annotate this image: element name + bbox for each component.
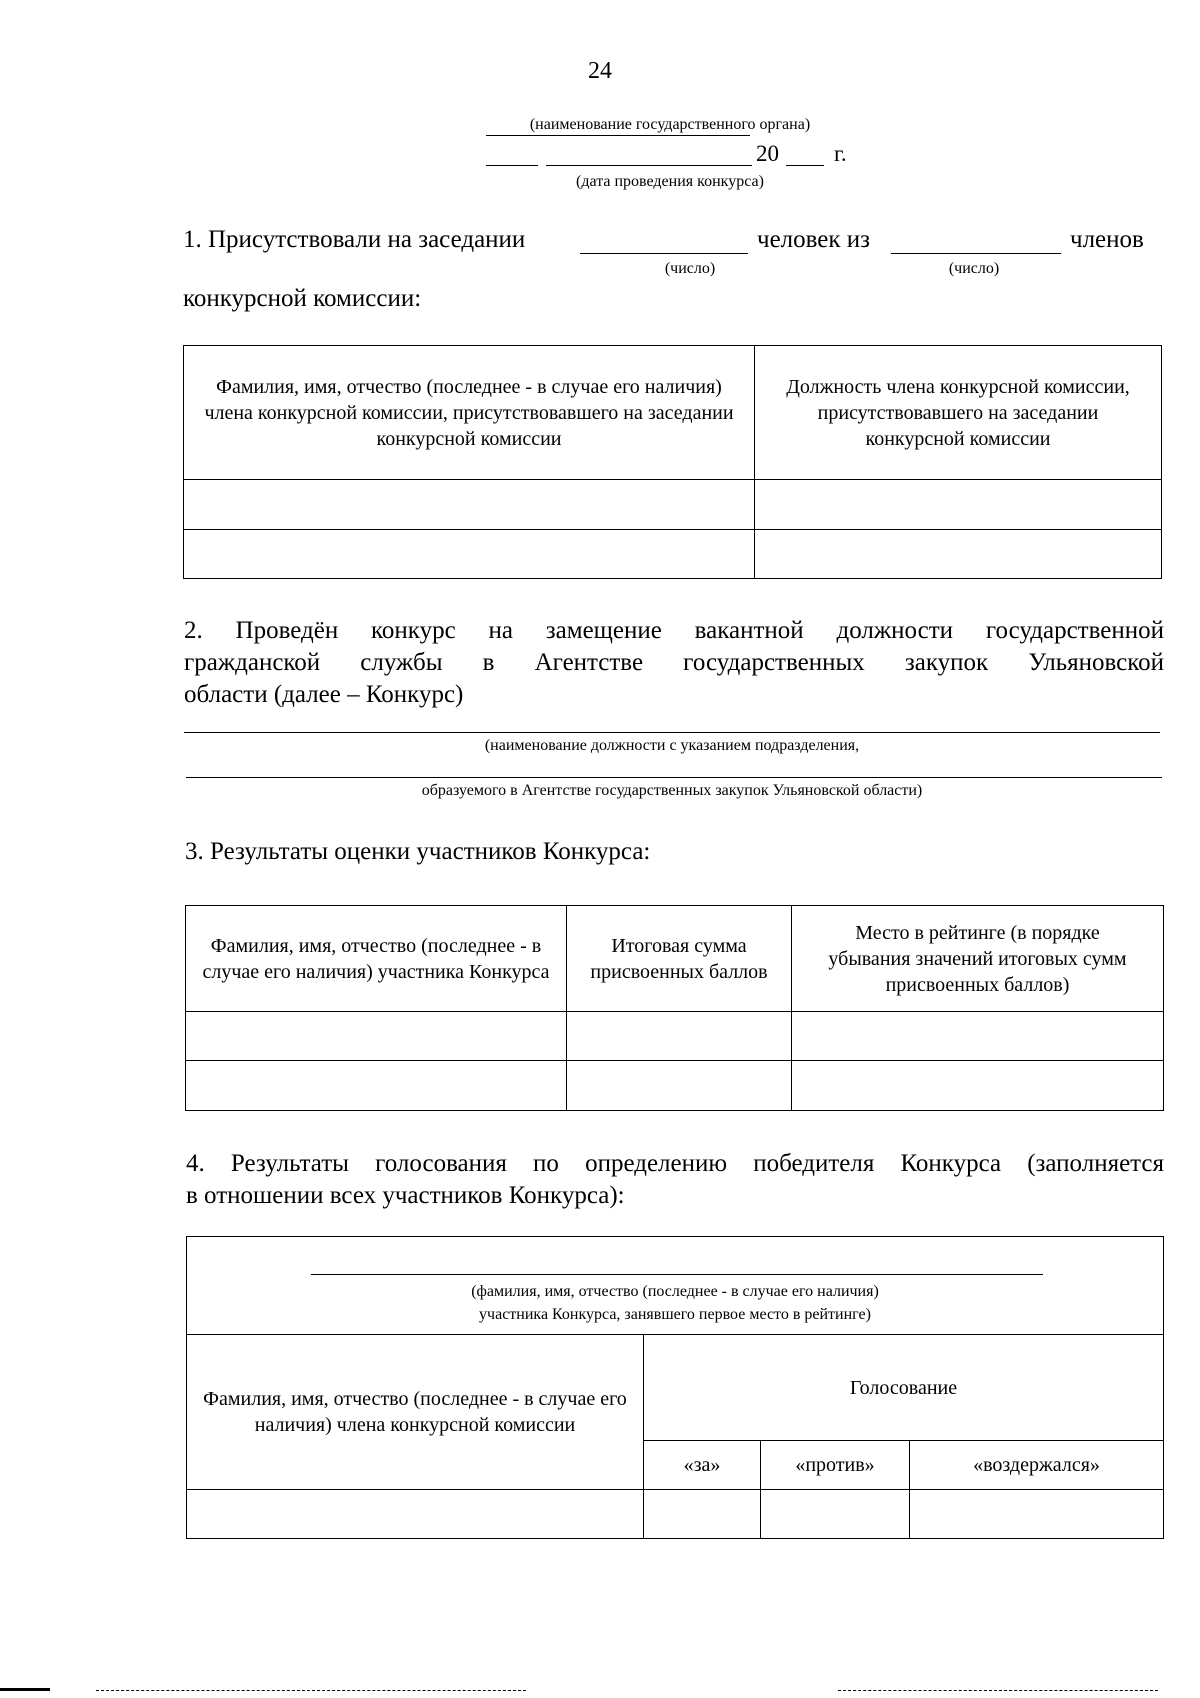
- date-caption: (дата проведения конкурса): [576, 173, 764, 190]
- position-name-line[interactable]: [184, 732, 1160, 733]
- table1-cell-name[interactable]: [184, 480, 755, 530]
- table-row: [186, 1061, 1164, 1111]
- table-row: [186, 1012, 1164, 1061]
- date-year-line[interactable]: [786, 165, 824, 166]
- section4-line1: 4. Результаты голосования по определению победителя Конкурса (заполняется: [186, 1150, 1164, 1177]
- table1-header-name: Фамилия, имя, отчество (последнее - в случае его наличия) члена конкурсной комиссии, присутствовавшего на заседании конкурсной комиссии: [184, 346, 755, 480]
- vote-abstain-header: «воздержался»: [910, 1441, 1164, 1490]
- table2-cell-name[interactable]: [186, 1012, 567, 1061]
- bottom-edge-mark: [0, 1688, 50, 1691]
- org-name-line[interactable]: [486, 135, 750, 136]
- table3-cell-for[interactable]: [644, 1490, 761, 1539]
- date-month-line[interactable]: [546, 165, 752, 166]
- org-caption: (наименование государственного органа): [529, 116, 811, 133]
- table1-cell-position[interactable]: [755, 530, 1162, 579]
- commission-members-table: [183, 345, 1162, 579]
- bottom-edge-line-left: [96, 1690, 526, 1691]
- table1-cell-position[interactable]: [755, 480, 1162, 530]
- winner-cell[interactable]: [187, 1237, 1164, 1335]
- voting-results-table: [186, 1236, 1164, 1539]
- table2-cell-rank[interactable]: [792, 1061, 1164, 1111]
- winner-caption-1: (фамилия, имя, отчество (последнее - в случае его наличия): [471, 1283, 879, 1300]
- section2-line1: 2. Проведён конкурс на замещение вакантной должности государственной: [184, 617, 1164, 644]
- number-caption-2: (число): [948, 260, 1000, 277]
- table2-header-name: Фамилия, имя, отчество (последнее - в случае его наличия) участника Конкурса: [186, 906, 567, 1012]
- page-number: 24: [588, 58, 612, 84]
- table3-cell-against[interactable]: [761, 1490, 910, 1539]
- table1-cell-name[interactable]: [184, 530, 755, 579]
- winner-caption-2: участника Конкурса, занявшего первое место в рейтинге): [479, 1306, 871, 1323]
- year-suffix: г.: [834, 141, 847, 166]
- vote-for-header: «за»: [644, 1441, 761, 1490]
- section1-text-d: конкурсной комиссии:: [183, 285, 422, 312]
- table3-header-voting: Голосование: [644, 1335, 1164, 1441]
- participants-results-table: [185, 905, 1164, 1111]
- total-count-line[interactable]: [891, 253, 1061, 254]
- section1-text-a: 1. Присутствовали на заседании: [183, 226, 526, 253]
- table3-cell-member[interactable]: [187, 1490, 644, 1539]
- table1-header-position: Должность члена конкурсной комиссии, присутствовавшего на заседании конкурсной комиссии: [755, 346, 1162, 480]
- year-prefix: 20: [756, 141, 779, 166]
- present-count-line[interactable]: [580, 253, 748, 254]
- section2-line2: гражданской службы в Агентстве государственных закупок Ульяновской: [184, 649, 1164, 676]
- position-caption-1: (наименование должности с указанием подразделения,: [484, 737, 860, 754]
- winner-name-line[interactable]: [311, 1274, 1043, 1275]
- table2-cell-score[interactable]: [567, 1012, 792, 1061]
- table2-cell-score[interactable]: [567, 1061, 792, 1111]
- position-caption-2: образуемого в Агентстве государственных закупок Ульяновской области): [421, 782, 923, 799]
- table2-header-score: Итоговая сумма присвоенных баллов: [567, 906, 792, 1012]
- vote-against-header: «против»: [761, 1441, 910, 1490]
- bottom-edge-line-right: [838, 1690, 1158, 1691]
- table2-header-rank: Место в рейтинге (в порядке убывания значений итоговых сумм присвоенных баллов): [792, 906, 1164, 1012]
- date-day-line[interactable]: [486, 165, 538, 166]
- table-row: [187, 1490, 1164, 1539]
- table2-cell-rank[interactable]: [792, 1012, 1164, 1061]
- table-row: [184, 530, 1162, 579]
- table3-cell-abstain[interactable]: [910, 1490, 1164, 1539]
- section4-line2: в отношении всех участников Конкурса):: [186, 1182, 625, 1209]
- section1-text-b: человек из: [757, 226, 871, 253]
- section2-line3: области (далее – Конкурс): [184, 681, 464, 708]
- department-line[interactable]: [186, 777, 1162, 778]
- section3-title: 3. Результаты оценки участников Конкурса:: [185, 838, 651, 865]
- table2-cell-name[interactable]: [186, 1061, 567, 1111]
- section1-text-c: членов: [1070, 226, 1144, 253]
- number-caption-1: (число): [664, 260, 716, 277]
- table-row: [184, 480, 1162, 530]
- table3-header-member: Фамилия, имя, отчество (последнее - в случае его наличия) члена конкурсной комиссии: [187, 1335, 644, 1490]
